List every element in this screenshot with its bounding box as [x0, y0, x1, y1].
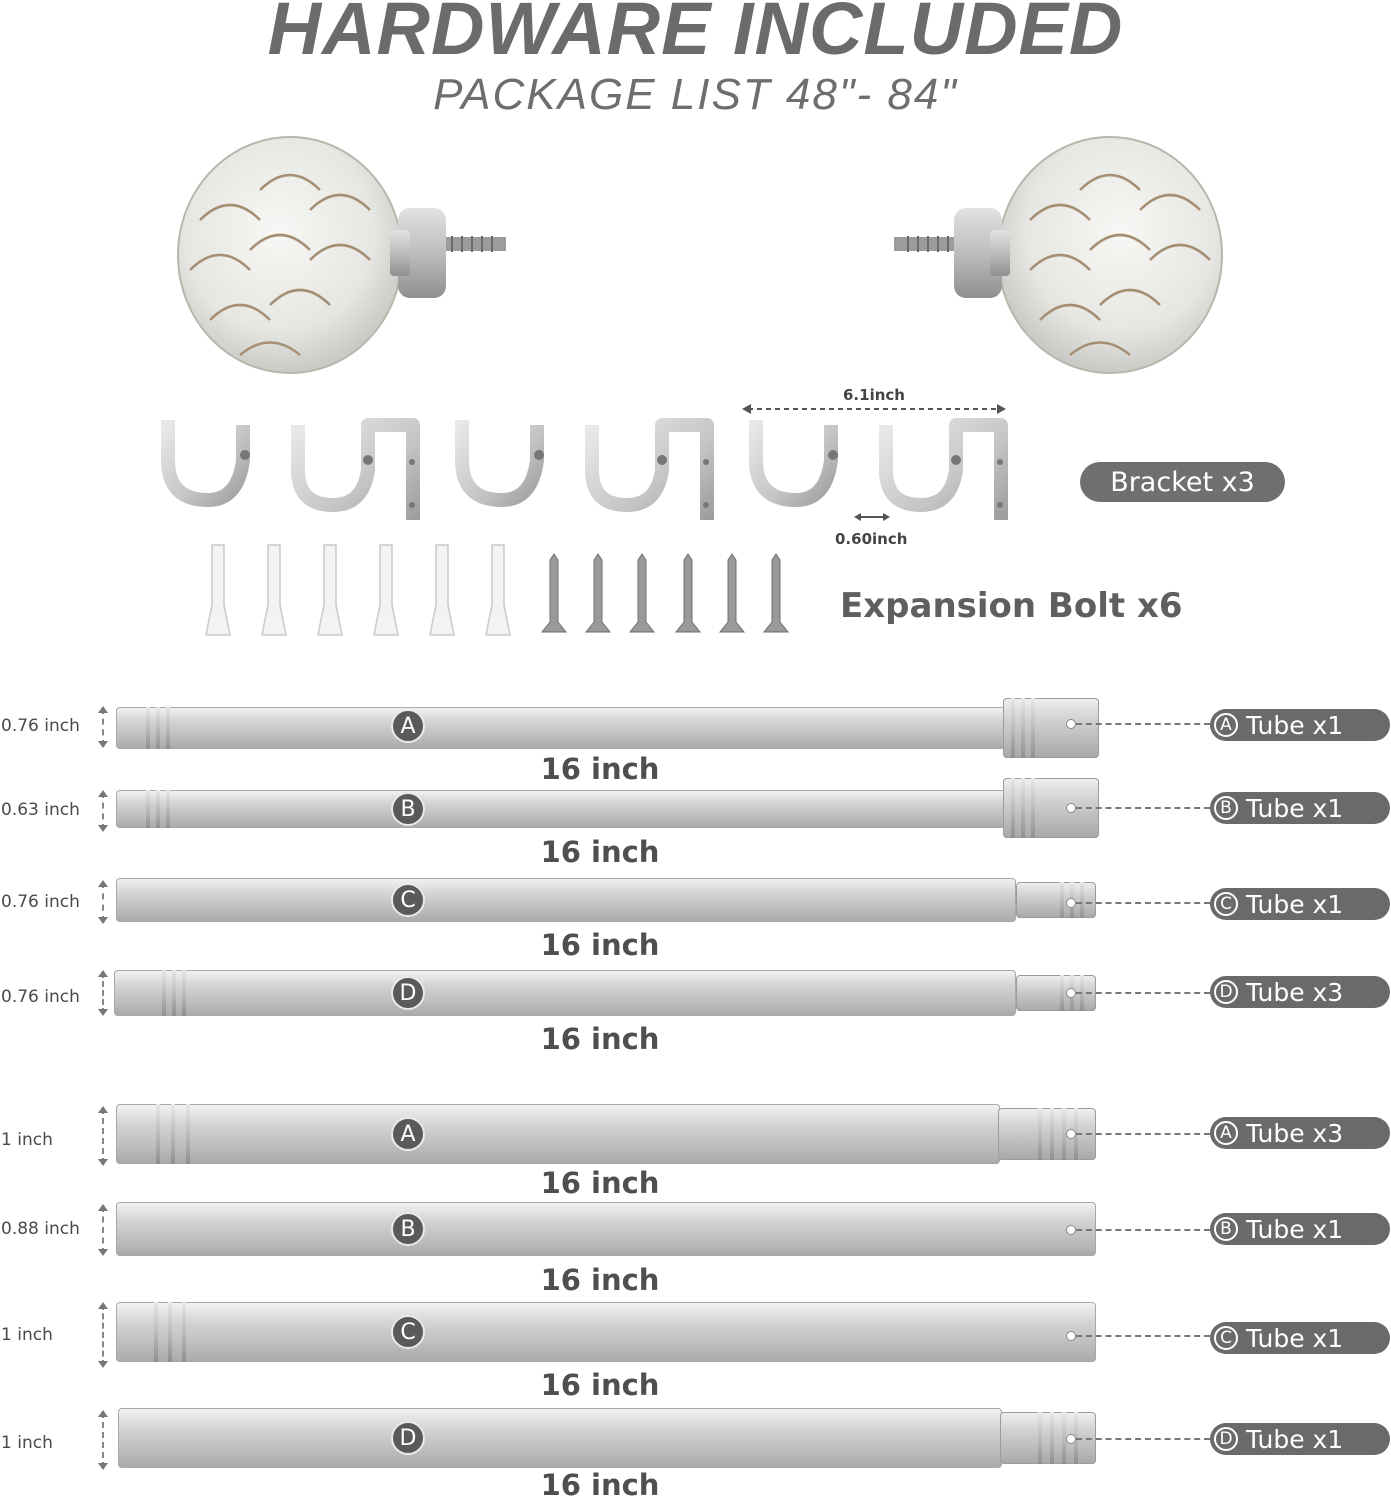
tube-b-large	[116, 1202, 1096, 1256]
tube-diameter-label: 0.76 inch	[1, 987, 80, 1007]
diameter-dimension-arrow	[102, 708, 104, 746]
tube-count-badge	[1210, 1213, 1390, 1245]
callout-dot	[1066, 988, 1076, 998]
diameter-dimension-arrow	[102, 1304, 104, 1366]
callout-dot	[1066, 1225, 1076, 1235]
tube-end-swage	[1016, 882, 1096, 918]
brackets-illustration	[150, 400, 1030, 540]
page-subtitle: PACKAGE LIST 48"- 84"	[433, 70, 958, 119]
tube-count-badge	[1210, 1117, 1390, 1149]
tube-letter-marker: A	[391, 709, 425, 743]
bracket-count-badge: Bracket x3	[1080, 462, 1285, 502]
tube-letter-marker: C	[391, 1315, 425, 1349]
tube-letter-marker: B	[391, 1212, 425, 1246]
tube-length-label: 16 inch	[540, 928, 660, 962]
bracket-gap-label: 0.60inch	[835, 530, 908, 548]
tube-c-small	[116, 878, 1016, 922]
bracket-width-label: 6.1inch	[843, 386, 905, 404]
callout-dot	[1066, 1331, 1076, 1341]
tube-diameter-label: 0.76 inch	[1, 716, 80, 736]
tube-badge-text: Tube x1	[1246, 710, 1344, 740]
tube-badge-text: Tube x1	[1246, 1214, 1344, 1244]
callout-line	[1076, 1438, 1210, 1440]
diameter-dimension-arrow	[102, 1412, 104, 1468]
tube-badge-text: Tube x1	[1246, 1424, 1344, 1454]
callout-dot	[1066, 1129, 1076, 1139]
tube-badge-letter: C	[1214, 1326, 1238, 1350]
tube-length-label: 16 inch	[540, 835, 660, 869]
tube-diameter-label: 0.88 inch	[1, 1219, 80, 1239]
tube-c-large	[116, 1302, 1096, 1362]
callout-line	[1076, 1229, 1210, 1231]
tube-letter-marker: A	[391, 1117, 425, 1151]
tube-count-badge	[1210, 1423, 1390, 1455]
callout-dot	[1066, 898, 1076, 908]
tube-badge-letter: A	[1214, 713, 1238, 737]
expansion-bolt-label: Expansion Bolt x6	[840, 586, 1183, 626]
tube-diameter-label: 0.76 inch	[1, 892, 80, 912]
callout-line	[1076, 1133, 1210, 1135]
page-title: HARDWARE INCLUDED	[267, 0, 1124, 70]
tube-count-badge	[1210, 709, 1390, 741]
tube-badge-letter: B	[1214, 1217, 1238, 1241]
tube-diameter-label: 1 inch	[1, 1325, 53, 1345]
callout-line	[1076, 1335, 1210, 1337]
tube-count-badge	[1210, 792, 1390, 824]
diameter-dimension-arrow	[102, 972, 104, 1014]
diameter-dimension-arrow	[102, 1206, 104, 1254]
tube-a-large	[116, 1104, 1000, 1164]
callout-dot	[1066, 719, 1076, 729]
callout-dot	[1066, 803, 1076, 813]
tube-diameter-label: 0.63 inch	[1, 800, 80, 820]
left-finial-illustration	[160, 130, 520, 390]
callout-line	[1076, 992, 1210, 994]
tube-count-badge	[1210, 1322, 1390, 1354]
tube-length-label: 16 inch	[540, 1368, 660, 1402]
tube-b-small	[116, 790, 1016, 828]
tube-badge-text: Tube x1	[1246, 793, 1344, 823]
tube-length-label: 16 inch	[540, 1166, 660, 1200]
callout-line	[1076, 807, 1210, 809]
tube-count-badge	[1210, 888, 1390, 920]
tube-badge-text: Tube x1	[1246, 1323, 1344, 1353]
diameter-dimension-arrow	[102, 1108, 104, 1164]
tube-diameter-label: 1 inch	[1, 1130, 53, 1150]
tube-letter-marker: C	[391, 883, 425, 917]
tube-letter-marker: D	[391, 976, 425, 1010]
callout-dot	[1066, 1434, 1076, 1444]
tube-length-label: 16 inch	[540, 1022, 660, 1056]
tube-badge-letter: D	[1214, 980, 1238, 1004]
callout-line	[1076, 902, 1210, 904]
tube-length-label: 16 inch	[540, 1263, 660, 1297]
callout-line	[1076, 723, 1210, 725]
right-finial-illustration	[880, 130, 1240, 390]
tube-diameter-label: 1 inch	[1, 1433, 53, 1453]
tube-d-small	[114, 970, 1016, 1016]
tube-length-label: 16 inch	[540, 1468, 660, 1502]
tube-badge-letter: A	[1214, 1121, 1238, 1145]
tube-length-label: 16 inch	[540, 752, 660, 786]
tube-badge-letter: B	[1214, 796, 1238, 820]
tube-letter-marker: B	[391, 792, 425, 826]
tube-badge-text: Tube x3	[1246, 977, 1344, 1007]
expansion-bolts-illustration	[200, 540, 800, 645]
tube-badge-text: Tube x3	[1246, 1118, 1344, 1148]
tube-a-small	[116, 707, 1016, 749]
tube-badge-text: Tube x1	[1246, 889, 1344, 919]
tube-badge-letter: C	[1214, 892, 1238, 916]
tube-d-large	[118, 1408, 1002, 1468]
tube-letter-marker: D	[391, 1421, 425, 1455]
tube-badge-letter: D	[1214, 1427, 1238, 1451]
tube-end-cap	[1003, 698, 1099, 758]
diameter-dimension-arrow	[102, 882, 104, 922]
diameter-dimension-arrow	[102, 792, 104, 830]
tube-count-badge	[1210, 976, 1390, 1008]
